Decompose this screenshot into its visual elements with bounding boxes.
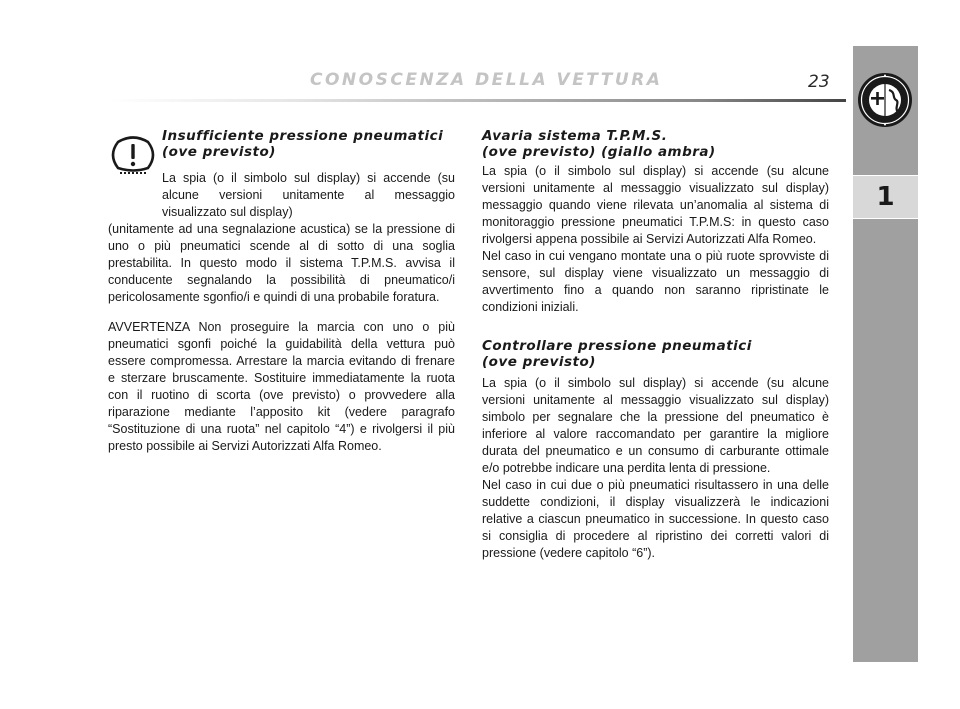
section-heading: Insufficiente pressione pneumatici bbox=[162, 128, 444, 144]
chapter-number: 1 bbox=[876, 182, 895, 212]
section-subheading: (ove previsto) bbox=[162, 144, 276, 160]
warning-paragraph: AVVERTENZA Non proseguire la marcia con uno o più pneumatici sgonfi poiché la guidabilità della vettura può essere compromessa. Arrestare la marcia evitando di frenare e sterzare bruscamente. Sostituire immediatamente la ruota con il ruotino di scorta (ove previsto) o provvedere alla riparazione mediante l’apposito kit (vedere paragrafo “Sostituzione di una ruota” nel capitolo “4”) e rivolgersi il più presto possibile ai Servizi Autorizzati Alfa Romeo. bbox=[108, 320, 455, 453]
intro-paragraph: La spia (o il simbolo sul display) si accende (su alcune versioni unitamente al messaggio visualizzato sul display) bbox=[162, 171, 455, 219]
section-heading: Controllare pressione pneumatici bbox=[482, 338, 752, 354]
left-section-heading bbox=[108, 128, 455, 160]
section-subheading: (ove previsto) (giallo ambra) bbox=[482, 144, 716, 160]
left-column bbox=[108, 128, 455, 455]
chapter-sidebar bbox=[853, 46, 918, 662]
body-paragraph: Nel caso in cui vengano montate una o più ruote sprovviste di sensore, sul display viene visualizzato un messaggio di avvertimento fino a quando non saranno ripristinate le condizioni iniziali. bbox=[482, 249, 829, 314]
body-paragraph: (unitamente ad una segnalazione acustica) se la pressione di uno o più pneumatici scende al di sotto di una soglia prestabilita. In questo modo il sistema T.P.M.S. avvisa il conducente segnalando la possibilità di pneumatico/i pericolosamente sgonfio/i e quindi di una probabile foratura. bbox=[108, 222, 455, 304]
body-paragraph: La spia (o il simbolo sul display) si accende (su alcune versioni unitamente al messaggio visualizzato sul display) messaggio quando viene rilevata un’anomalia al sistema di monitoraggio pressione pneumatici T.P.M.S: in questo caso rivolgersi appena possibile ai Servizi Autorizzati Alfa Romeo. bbox=[482, 164, 829, 246]
body-paragraph: La spia (o il simbolo sul display) si accende (su alcune versioni unitamente al messaggio visualizzato sul display) simbolo per segnalare che la pressione del pneumatico è inferiore al valore raccomandato per garantire la migliore durata del pneumatico e un consumo di carburante ottimale e/o potrebbe indicare una perdita lenta di pressione. bbox=[482, 376, 829, 475]
check-pressure-section bbox=[482, 338, 829, 562]
page-number: 23 bbox=[808, 72, 830, 92]
alfa-romeo-badge-icon bbox=[856, 71, 914, 129]
section-heading: Avaria sistema T.P.M.S. bbox=[482, 128, 668, 144]
right-column bbox=[482, 128, 829, 562]
tpms-fault-section bbox=[482, 128, 829, 316]
chapter-tab bbox=[853, 175, 918, 219]
header-rule bbox=[108, 99, 846, 102]
running-header-title: CONOSCENZA DELLA VETTURA bbox=[310, 70, 663, 90]
section-subheading: (ove previsto) bbox=[482, 354, 596, 370]
body-paragraph: Nel caso in cui due o più pneumatici risultassero in una delle suddette condizioni, il display visualizzerà le indicazioni relative a ciascun pneumatico in successione. In questo caso si consiglia di procedere al ripristino dei corretti valori di pressione (vedere capitolo “6”). bbox=[482, 478, 829, 560]
